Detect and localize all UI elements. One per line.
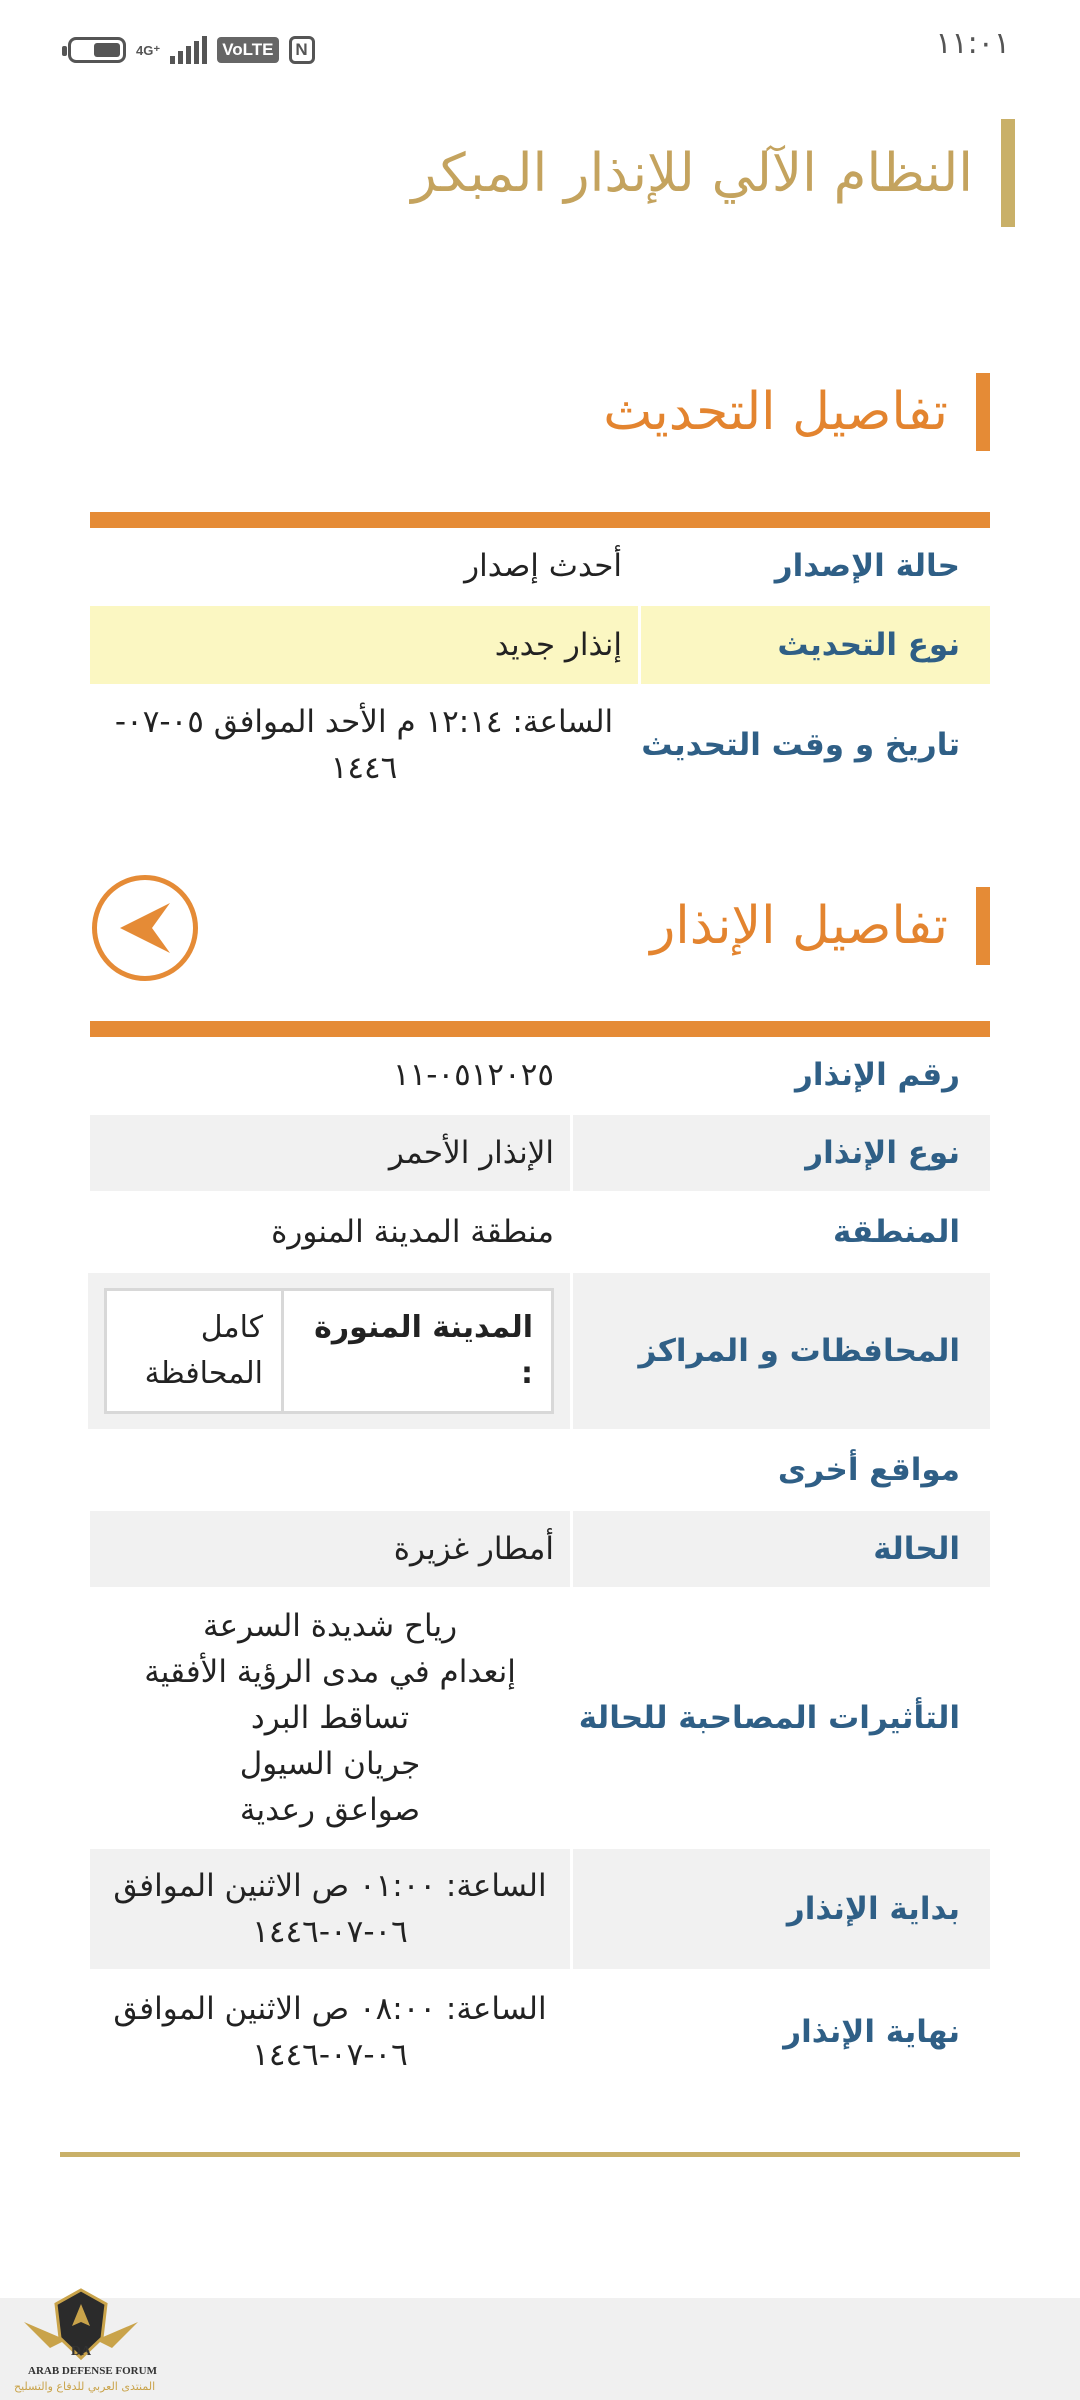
table-row: [90, 1971, 990, 2095]
footer-divider: [60, 2152, 1020, 2157]
effect-item: تساقط البرد: [250, 1700, 410, 1736]
update-details-table: [90, 512, 990, 806]
page-title: النظام الآلي للإنذار المبكر: [411, 142, 973, 204]
table-row: [90, 1589, 990, 1849]
warning-number-label: رقم الإنذار: [570, 1037, 990, 1113]
governorate-colon: :: [521, 1356, 533, 1391]
title-accent-bar: [1001, 119, 1015, 227]
table-row: [90, 1273, 990, 1431]
effects-value: [90, 1589, 570, 1847]
table-row: [90, 1037, 990, 1115]
warning-end-value: [90, 1971, 570, 2093]
status-label: الحالة: [570, 1511, 990, 1587]
update-datetime-label: تاريخ و وقت التحديث: [638, 686, 990, 804]
table-row: [90, 1849, 990, 1971]
clock: ١١:٠١: [935, 26, 1010, 61]
governorate-name: [281, 1291, 551, 1411]
coverage-line1: كامل: [200, 1310, 263, 1345]
warning-type-label: نوع الإنذار: [570, 1115, 990, 1191]
release-status-value: أحدث إصدار: [464, 548, 622, 584]
other-sites-value: [90, 1431, 570, 1509]
update-section-title: تفاصيل التحديث: [603, 382, 948, 442]
signal-icon: [170, 36, 207, 64]
section-accent-bar: [976, 887, 990, 965]
governorate-city: المدينة المنورة: [314, 1310, 533, 1345]
warning-start-label: بداية الإنذار: [570, 1849, 990, 1969]
bottom-strip: [0, 2298, 1080, 2400]
status-bar: [0, 0, 1080, 100]
warning-start-line2: ٠٦-٠٧-١٤٤٦: [252, 1914, 408, 1950]
warning-start-value: [90, 1849, 570, 1969]
update-type-label: نوع التحديث: [638, 606, 990, 684]
update-datetime-line1: الساعة: ١٢:١٤ م الأحد الموافق ٠٥-٠٧-: [114, 704, 614, 740]
logo-mark: DA: [70, 2344, 92, 2359]
warning-end-line2: ٠٦-٠٧-١٤٤٦: [252, 2037, 408, 2073]
effect-item: صواعق رعدية: [239, 1792, 421, 1828]
update-datetime-line2: ١٤٤٦: [330, 750, 398, 786]
region-label: المنطقة: [570, 1193, 990, 1271]
section-accent-bar: [976, 373, 990, 451]
table-row: [90, 528, 990, 606]
table-row: [90, 1511, 990, 1589]
watermark-text-en: ARAB DEFENSE FORUM: [28, 2365, 157, 2377]
table-row: [90, 686, 990, 806]
status-value: أمطار غزيرة: [90, 1511, 570, 1587]
governorate-coverage: [107, 1291, 281, 1411]
network-type-icon: 4G⁺: [136, 42, 161, 58]
page-header: [411, 118, 1015, 228]
table-row: [90, 1115, 990, 1193]
region-value: منطقة المدينة المنورة: [271, 1214, 554, 1250]
battery-icon: [68, 37, 126, 63]
warning-type-value: الإنذار الأحمر: [90, 1115, 570, 1191]
update-type-value: إنذار جديد: [90, 606, 638, 684]
effect-item: جريان السيول: [239, 1746, 421, 1782]
nfc-icon: N: [289, 36, 315, 64]
effect-item: إنعدام في مدى الرؤية الأفقية: [144, 1654, 516, 1690]
coverage-line2: المحافظة: [144, 1356, 263, 1391]
status-icons: [68, 30, 315, 70]
governorates-label: المحافظات و المراكز: [570, 1273, 990, 1429]
release-status-label: حالة الإصدار: [638, 528, 990, 604]
warning-end-label: نهاية الإنذار: [570, 1971, 990, 2093]
back-button[interactable]: [92, 875, 198, 981]
governorates-inner-table: [104, 1288, 554, 1414]
effects-label: التأثيرات المصاحبة للحالة: [570, 1589, 990, 1847]
warning-details-table: [90, 1021, 990, 2095]
warning-section-header: [650, 886, 990, 966]
table-row: [90, 606, 990, 686]
warning-section-title: تفاصيل الإنذار: [650, 896, 948, 956]
table-row: [90, 1431, 990, 1511]
warning-end-line1: الساعة: ٠٨:٠٠ ص الاثنين الموافق: [113, 1991, 547, 2027]
update-section-header: [603, 372, 990, 452]
warning-start-line1: الساعة: ٠١:٠٠ ص الاثنين الموافق: [113, 1868, 547, 1904]
arrow-left-icon: [112, 895, 178, 961]
table-row: [90, 1193, 990, 1273]
warning-number-value: ٠٥١٢٠٢٥-١١: [392, 1057, 554, 1093]
other-sites-label: مواقع أخرى: [570, 1431, 990, 1509]
volte-icon: VoLTE: [217, 37, 278, 63]
governorates-value: [88, 1273, 570, 1429]
watermark-text-ar: المنتدى العربي للدفاع والتسليح: [14, 2380, 156, 2393]
update-datetime-value: [90, 686, 638, 804]
effect-item: رياح شديدة السرعة: [202, 1608, 458, 1644]
